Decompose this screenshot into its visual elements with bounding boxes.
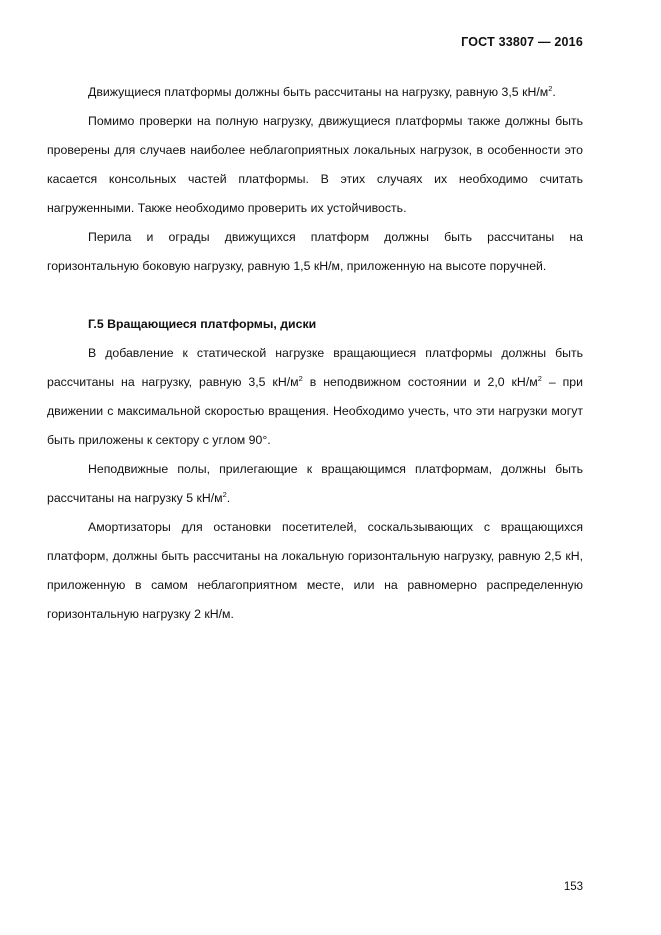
page-number: 153 bbox=[563, 881, 583, 893]
paragraph-local-loads: Помимо проверки на полную нагрузку, движущиеся платформы также должны быть проверены для случаев наиболее неблагоприятных локальных нагрузок, в особенности это касается консольных частей платформы. В этих случаях их необходимо считать нагруженными. Также необходимо проверить их устойчивость. bbox=[47, 114, 583, 215]
superscript: 2 bbox=[548, 84, 553, 93]
paragraph-shock-absorbers: Амортизаторы для остановки посетителей, соскальзывающих с вращающихся платформ, должны быть рассчитаны на локальную горизонтальную нагрузку, равную 2,5 кН, приложенную в самом неблагоприятном месте, или на равномерно распределенную горизонтальную нагрузку 2 кН/м. bbox=[47, 520, 583, 621]
paragraph-rotating-platform-load: В добавление к статической нагрузке вращающиеся платформы должны быть рассчитаны на нагрузку, равную 3,5 $кН/м^2$ в неподвижном состоянии и 2,0 $кН/м^2$ – при движении с максимальной скоростью вращения. Необходимо учесть, что эти нагрузки могут быть приложены к сектору с углом 90°. bbox=[47, 346, 584, 447]
document-header: ГОСТ 33807 — 2016 bbox=[461, 35, 583, 49]
paragraph-moving-platform-load: Движущиеся платформы должны быть рассчитаны на нагрузку, равную 3,5 $кН/м^2$. bbox=[88, 84, 556, 99]
paragraph-fixed-floors: Неподвижные полы, прилегающие к вращающимся платформам, должны быть рассчитаны на нагрузку 5 $кН/м^2$. bbox=[47, 462, 583, 505]
section-heading: Г.5 Вращающиеся платформы, диски bbox=[88, 317, 317, 331]
document-body bbox=[47, 78, 583, 629]
paragraph-railings: Перила и ограды движущихся платформ должны быть рассчитаны на горизонтальную боковую нагрузку, равную 1,5 кН/м, приложенную на высоте поручней. bbox=[47, 230, 583, 273]
